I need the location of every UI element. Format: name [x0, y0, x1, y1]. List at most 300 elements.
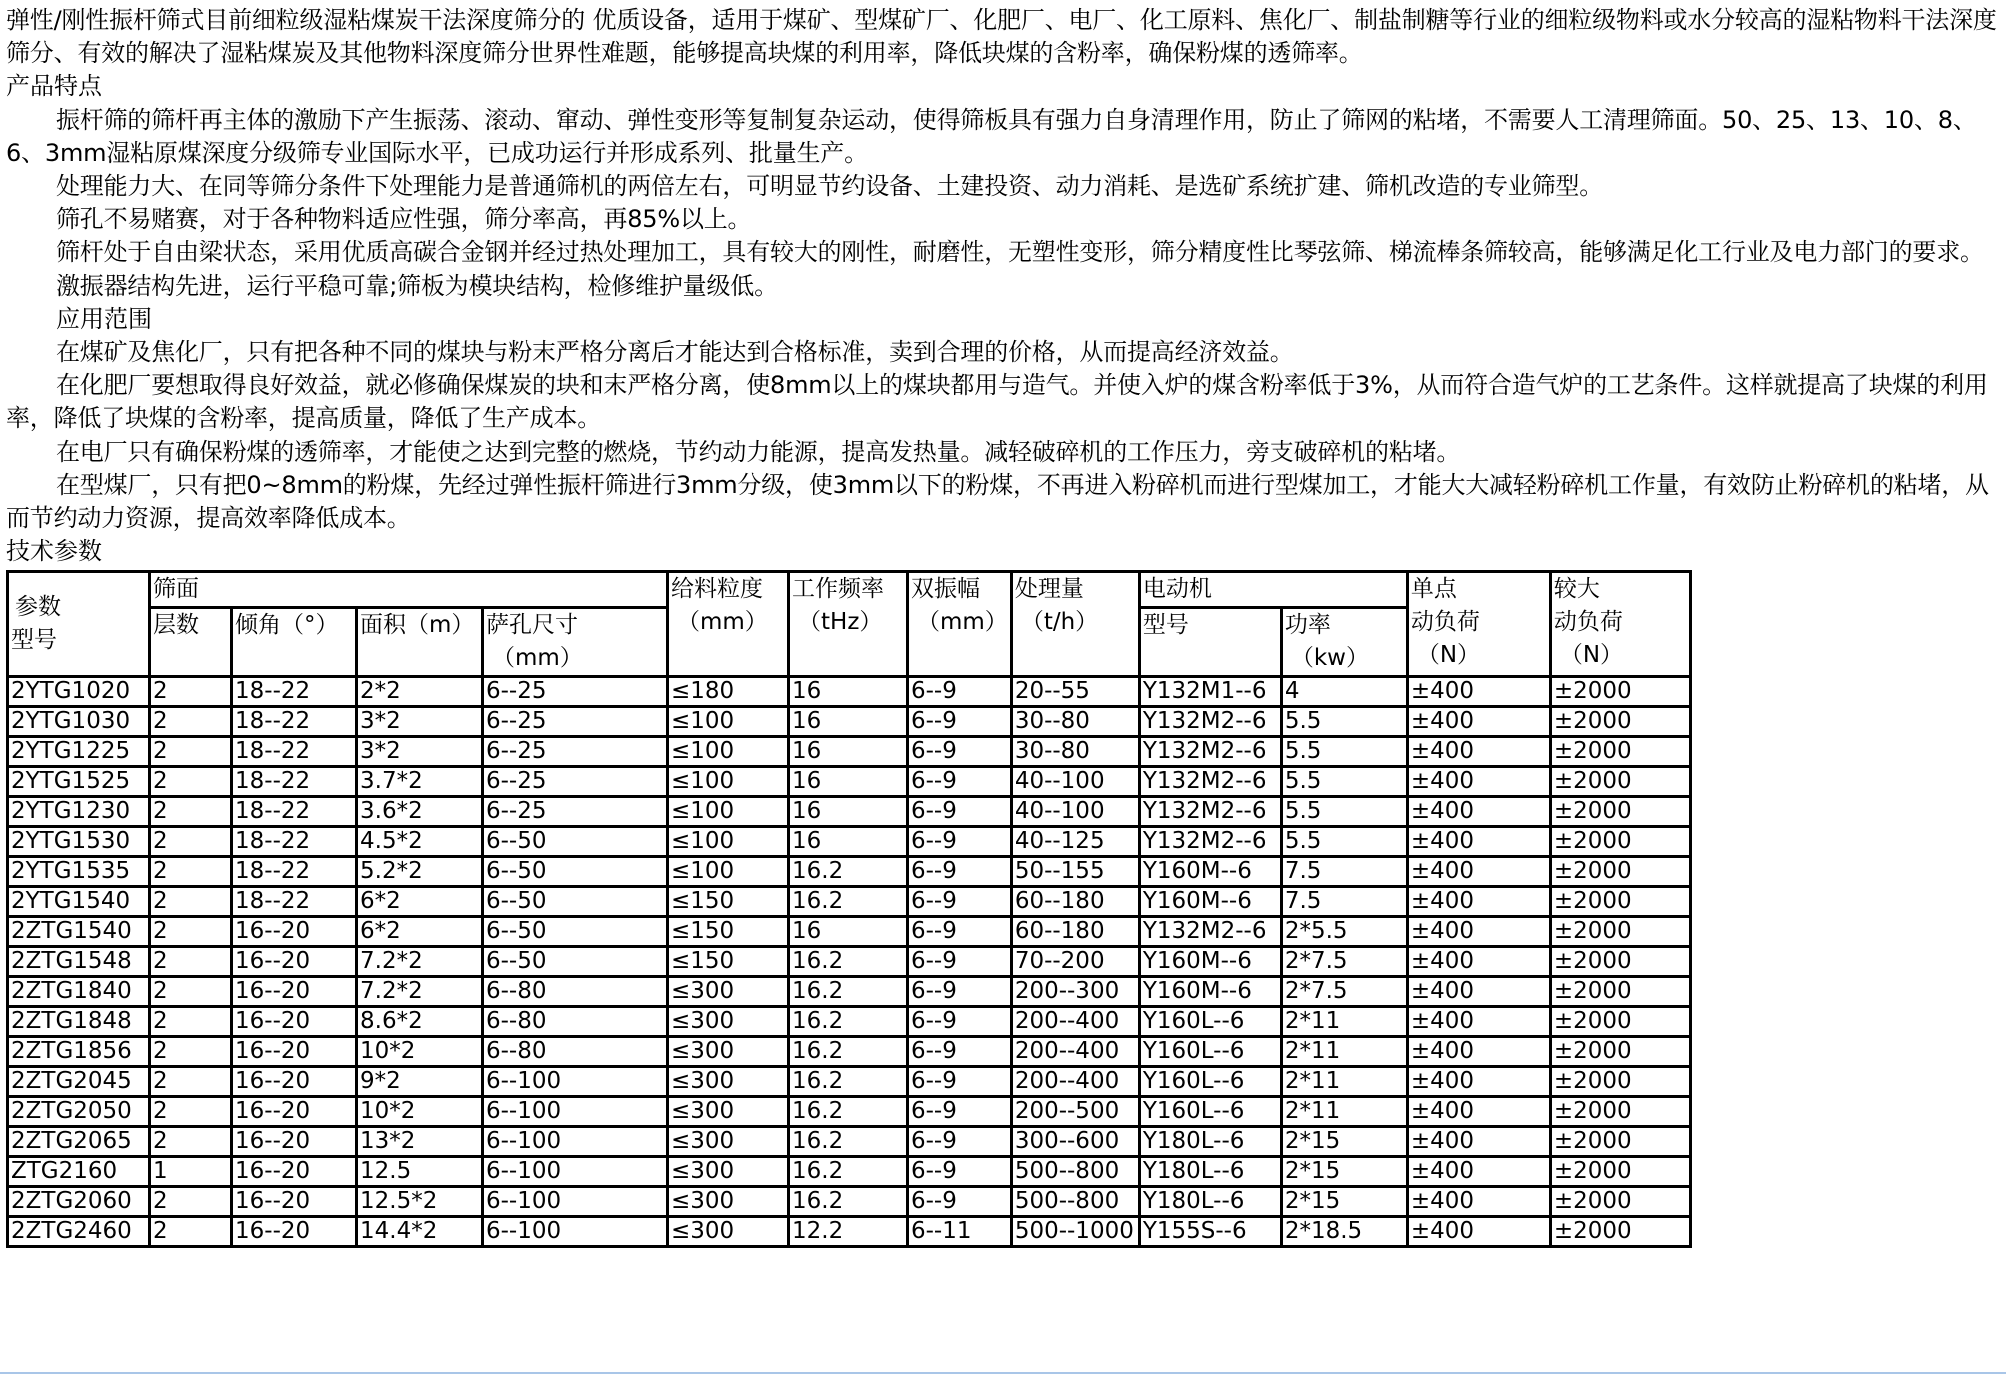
spec-table: [6, 570, 1692, 1248]
table-row: [8, 1187, 1691, 1217]
cell-capacity: 70--200: [1011, 947, 1139, 977]
cell-angle: 18--22: [232, 797, 357, 827]
cell-capacity: 200--500: [1011, 1097, 1139, 1127]
cell-angle: 18--22: [232, 827, 357, 857]
header-single-load: 单点 动负荷 （N）: [1407, 572, 1550, 677]
cell-frequency: 16: [789, 737, 908, 767]
cell-angle: 16--20: [232, 1127, 357, 1157]
feature-paragraph: 激振器结构先进，运行平稳可靠;筛板为模块结构，检修维护量级低。: [56, 271, 778, 300]
cell-power: 2*15: [1281, 1157, 1407, 1187]
cell-layers: 2: [150, 677, 232, 707]
cell-frequency: 16: [789, 707, 908, 737]
cell-feed-size: ≤300: [668, 1037, 789, 1067]
cell-feed-size: ≤100: [668, 857, 789, 887]
cell-area: 9*2: [357, 1067, 483, 1097]
cell-frequency: 16.2: [789, 1067, 908, 1097]
cell-angle: 18--22: [232, 677, 357, 707]
cell-max-load: ±2000: [1550, 737, 1690, 767]
cell-layers: 2: [150, 707, 232, 737]
cell-model: 2ZTG1856: [8, 1037, 150, 1067]
cell-motor-model: Y160L--6: [1139, 1067, 1281, 1097]
cell-power: 4: [1281, 677, 1407, 707]
cell-model: ZTG2160: [8, 1157, 150, 1187]
cell-angle: 18--22: [232, 857, 357, 887]
cell-layers: 2: [150, 737, 232, 767]
intro-paragraph: 弹性/刚性振杆筛式目前细粒级湿粘煤炭干法深度筛分的 优质设备，适用于煤矿、型煤矿厂、化肥厂、电厂、化工原料、焦化厂、制盐制糖等行业的细粒级物料或水分较高的湿粘物料干法深度筛分、有效的解决了湿粘煤炭及其他物料深度筛分世界性难题，能够提高块煤的利用率，降低块煤的含粉率，确保粉煤的透筛率。: [6, 6, 1997, 68]
cell-feed-size: ≤300: [668, 1187, 789, 1217]
cell-hole-size: 6--80: [483, 1037, 668, 1067]
table-row: [8, 947, 1691, 977]
cell-model: 2ZTG1848: [8, 1007, 150, 1037]
cell-max-load: ±2000: [1550, 1007, 1690, 1037]
cell-model: 2YTG1020: [8, 677, 150, 707]
cell-motor-model: Y180L--6: [1139, 1127, 1281, 1157]
cell-hole-size: 6--25: [483, 707, 668, 737]
cell-motor-model: Y132M2--6: [1139, 707, 1281, 737]
cell-hole-size: 6--50: [483, 917, 668, 947]
cell-amplitude: 6--11: [908, 1217, 1012, 1247]
cell-max-load: ±2000: [1550, 677, 1690, 707]
cell-model: 2ZTG2050: [8, 1097, 150, 1127]
cell-frequency: 16: [789, 677, 908, 707]
header-amplitude: 双振幅 （mm）: [908, 572, 1012, 677]
cell-frequency: 16: [789, 797, 908, 827]
cell-area: 3*2: [357, 737, 483, 767]
cell-model: 2YTG1225: [8, 737, 150, 767]
cell-hole-size: 6--50: [483, 887, 668, 917]
cell-feed-size: ≤300: [668, 1097, 789, 1127]
table-row: [8, 677, 1691, 707]
cell-max-load: ±2000: [1550, 1187, 1690, 1217]
cell-model: 2ZTG2060: [8, 1187, 150, 1217]
cell-power: 2*7.5: [1281, 977, 1407, 1007]
cell-power: 5.5: [1281, 707, 1407, 737]
cell-angle: 16--20: [232, 977, 357, 1007]
header-screen-group: 筛面: [150, 572, 668, 608]
table-row: [8, 1037, 1691, 1067]
cell-feed-size: ≤100: [668, 737, 789, 767]
cell-motor-model: Y132M2--6: [1139, 737, 1281, 767]
cell-area: 14.4*2: [357, 1217, 483, 1247]
cell-max-load: ±2000: [1550, 767, 1690, 797]
cell-motor-model: Y155S--6: [1139, 1217, 1281, 1247]
table-row: [8, 707, 1691, 737]
cell-angle: 16--20: [232, 1217, 357, 1247]
cell-single-load: ±400: [1407, 797, 1550, 827]
header-area: 面积（m）: [357, 608, 483, 677]
cell-amplitude: 6--9: [908, 1187, 1012, 1217]
header-hole-size: 萨孔尺寸 （mm）: [483, 608, 668, 677]
cell-single-load: ±400: [1407, 887, 1550, 917]
cell-area: 6*2: [357, 887, 483, 917]
header-angle: 倾角（°）: [232, 608, 357, 677]
bottom-divider: [0, 1372, 2006, 1374]
cell-power: 5.5: [1281, 797, 1407, 827]
cell-feed-size: ≤100: [668, 767, 789, 797]
header-capacity: 处理量 （t/h）: [1011, 572, 1139, 677]
cell-capacity: 200--400: [1011, 1007, 1139, 1037]
cell-model: 2YTG1535: [8, 857, 150, 887]
cell-model: 2ZTG1840: [8, 977, 150, 1007]
feature-paragraph: 处理能力大、在同等筛分条件下处理能力是普通筛机的两倍左右，可明显节约设备、土建投资、动力消耗、是选矿系统扩建、筛机改造的专业筛型。: [56, 172, 1603, 201]
cell-max-load: ±2000: [1550, 1097, 1690, 1127]
cell-power: 7.5: [1281, 857, 1407, 887]
cell-single-load: ±400: [1407, 1067, 1550, 1097]
table-row: [8, 1007, 1691, 1037]
cell-model: 2YTG1540: [8, 887, 150, 917]
cell-amplitude: 6--9: [908, 1067, 1012, 1097]
cell-power: 2*18.5: [1281, 1217, 1407, 1247]
cell-area: 3.6*2: [357, 797, 483, 827]
cell-layers: 2: [150, 1127, 232, 1157]
application-paragraph: 在型煤厂，只有把0~8mm的粉煤，先经过弹性振杆筛进行3mm分级，使3mm以下的粉煤，不再进入粉碎机而进行型煤加工，才能大大减轻粉碎机工作量，有效防止粉碎机的粘堵，从而节约动力资源，提高效率降低成本。: [6, 470, 1989, 533]
cell-hole-size: 6--50: [483, 857, 668, 887]
cell-layers: 2: [150, 1007, 232, 1037]
cell-hole-size: 6--100: [483, 1187, 668, 1217]
cell-feed-size: ≤100: [668, 797, 789, 827]
cell-area: 2*2: [357, 677, 483, 707]
cell-single-load: ±400: [1407, 1217, 1550, 1247]
cell-capacity: 500--800: [1011, 1187, 1139, 1217]
header-param-label: 参数: [15, 594, 61, 621]
cell-angle: 16--20: [232, 917, 357, 947]
header-max-load: 较大 动负荷 （N）: [1550, 572, 1690, 677]
header-model-label: 型号: [11, 627, 57, 654]
cell-single-load: ±400: [1407, 827, 1550, 857]
cell-max-load: ±2000: [1550, 887, 1690, 917]
cell-capacity: 40--100: [1011, 767, 1139, 797]
cell-model: 2ZTG2045: [8, 1067, 150, 1097]
cell-single-load: ±400: [1407, 707, 1550, 737]
cell-amplitude: 6--9: [908, 857, 1012, 887]
cell-feed-size: ≤300: [668, 1007, 789, 1037]
cell-capacity: 40--125: [1011, 827, 1139, 857]
cell-area: 7.2*2: [357, 977, 483, 1007]
cell-single-load: ±400: [1407, 1097, 1550, 1127]
cell-amplitude: 6--9: [908, 827, 1012, 857]
cell-feed-size: ≤100: [668, 707, 789, 737]
cell-layers: 2: [150, 887, 232, 917]
header-motor-model: 型号: [1139, 608, 1281, 677]
cell-amplitude: 6--9: [908, 767, 1012, 797]
cell-layers: 1: [150, 1157, 232, 1187]
cell-capacity: 60--180: [1011, 917, 1139, 947]
cell-area: 12.5*2: [357, 1187, 483, 1217]
cell-layers: 2: [150, 977, 232, 1007]
cell-angle: 16--20: [232, 1097, 357, 1127]
cell-single-load: ±400: [1407, 1007, 1550, 1037]
cell-area: 10*2: [357, 1037, 483, 1067]
cell-frequency: 12.2: [789, 1217, 908, 1247]
cell-hole-size: 6--25: [483, 677, 668, 707]
cell-max-load: ±2000: [1550, 1037, 1690, 1067]
cell-feed-size: ≤100: [668, 827, 789, 857]
cell-hole-size: 6--50: [483, 827, 668, 857]
cell-amplitude: 6--9: [908, 977, 1012, 1007]
cell-motor-model: Y160L--6: [1139, 1007, 1281, 1037]
table-row: [8, 827, 1691, 857]
cell-angle: 16--20: [232, 947, 357, 977]
cell-model: 2YTG1525: [8, 767, 150, 797]
cell-power: 2*11: [1281, 1097, 1407, 1127]
cell-frequency: 16: [789, 767, 908, 797]
cell-capacity: 30--80: [1011, 707, 1139, 737]
header-power: 功率 （kw）: [1281, 608, 1407, 677]
header-motor-group: 电动机: [1139, 572, 1407, 608]
cell-feed-size: ≤300: [668, 977, 789, 1007]
cell-layers: 2: [150, 1187, 232, 1217]
cell-single-load: ±400: [1407, 917, 1550, 947]
cell-power: 7.5: [1281, 887, 1407, 917]
cell-area: 8.6*2: [357, 1007, 483, 1037]
cell-frequency: 16.2: [789, 977, 908, 1007]
table-row: [8, 1157, 1691, 1187]
header-feed-size: 给料粒度 （mm）: [668, 572, 789, 677]
cell-frequency: 16.2: [789, 947, 908, 977]
table-row: [8, 1097, 1691, 1127]
cell-capacity: 200--300: [1011, 977, 1139, 1007]
cell-model: 2YTG1030: [8, 707, 150, 737]
cell-motor-model: Y132M2--6: [1139, 827, 1281, 857]
cell-hole-size: 6--50: [483, 947, 668, 977]
cell-amplitude: 6--9: [908, 677, 1012, 707]
cell-layers: 2: [150, 767, 232, 797]
cell-hole-size: 6--25: [483, 767, 668, 797]
cell-amplitude: 6--9: [908, 1007, 1012, 1037]
cell-power: 2*11: [1281, 1007, 1407, 1037]
cell-frequency: 16.2: [789, 1127, 908, 1157]
cell-amplitude: 6--9: [908, 797, 1012, 827]
cell-amplitude: 6--9: [908, 1097, 1012, 1127]
cell-frequency: 16.2: [789, 887, 908, 917]
header-frequency: 工作频率 （tHz）: [789, 572, 908, 677]
cell-angle: 16--20: [232, 1157, 357, 1187]
cell-max-load: ±2000: [1550, 977, 1690, 1007]
cell-capacity: 500--1000: [1011, 1217, 1139, 1247]
tech-params-heading: 技术参数: [6, 537, 102, 566]
table-row: [8, 887, 1691, 917]
cell-layers: 2: [150, 857, 232, 887]
header-layers: 层数: [150, 608, 232, 677]
cell-model: 2ZTG2460: [8, 1217, 150, 1247]
cell-model: 2YTG1530: [8, 827, 150, 857]
cell-capacity: 40--100: [1011, 797, 1139, 827]
cell-amplitude: 6--9: [908, 1037, 1012, 1067]
cell-motor-model: Y132M2--6: [1139, 797, 1281, 827]
cell-motor-model: Y132M1--6: [1139, 677, 1281, 707]
cell-power: 5.5: [1281, 737, 1407, 767]
cell-angle: 16--20: [232, 1007, 357, 1037]
cell-single-load: ±400: [1407, 947, 1550, 977]
cell-amplitude: 6--9: [908, 707, 1012, 737]
cell-layers: 2: [150, 1217, 232, 1247]
application-paragraph: 在化肥厂要想取得良好效益，就必修确保煤炭的块和末严格分离，使8mm以上的煤块都用与造气。并使入炉的煤含粉率低于3%，从而符合造气炉的工艺条件。这样就提高了块煤的利用率，降低了块煤的含粉率，提高质量，降低了生产成本。: [6, 371, 1988, 433]
application-paragraph: 在电厂只有确保粉煤的透筛率，才能使之达到完整的燃烧，节约动力能源，提高发热量。减轻破碎机的工作压力，旁支破碎机的粘堵。: [56, 437, 1461, 466]
cell-power: 2*15: [1281, 1127, 1407, 1157]
cell-hole-size: 6--25: [483, 737, 668, 767]
cell-model: 2ZTG1540: [8, 917, 150, 947]
cell-single-load: ±400: [1407, 1187, 1550, 1217]
cell-amplitude: 6--9: [908, 887, 1012, 917]
cell-angle: 18--22: [232, 737, 357, 767]
cell-power: 2*11: [1281, 1037, 1407, 1067]
cell-single-load: ±400: [1407, 1157, 1550, 1187]
table-row: [8, 977, 1691, 1007]
cell-amplitude: 6--9: [908, 1127, 1012, 1157]
cell-amplitude: 6--9: [908, 947, 1012, 977]
cell-frequency: 16: [789, 917, 908, 947]
cell-frequency: 16.2: [789, 1157, 908, 1187]
cell-amplitude: 6--9: [908, 737, 1012, 767]
cell-max-load: ±2000: [1550, 827, 1690, 857]
cell-max-load: ±2000: [1550, 1217, 1690, 1247]
cell-hole-size: 6--100: [483, 1127, 668, 1157]
cell-capacity: 60--180: [1011, 887, 1139, 917]
header-param-model: [8, 572, 150, 677]
cell-hole-size: 6--80: [483, 1007, 668, 1037]
cell-angle: 18--22: [232, 887, 357, 917]
cell-layers: 2: [150, 1037, 232, 1067]
feature-paragraph: 筛孔不易赌赛，对于各种物料适应性强，筛分率高，再85%以上。: [56, 205, 752, 234]
cell-angle: 16--20: [232, 1037, 357, 1067]
cell-single-load: ±400: [1407, 737, 1550, 767]
cell-layers: 2: [150, 1097, 232, 1127]
cell-motor-model: Y132M2--6: [1139, 767, 1281, 797]
cell-hole-size: 6--100: [483, 1157, 668, 1187]
cell-feed-size: ≤150: [668, 917, 789, 947]
table-row: [8, 797, 1691, 827]
cell-power: 5.5: [1281, 827, 1407, 857]
cell-hole-size: 6--25: [483, 797, 668, 827]
cell-power: 2*5.5: [1281, 917, 1407, 947]
cell-capacity: 20--55: [1011, 677, 1139, 707]
cell-single-load: ±400: [1407, 977, 1550, 1007]
cell-motor-model: Y160M--6: [1139, 887, 1281, 917]
cell-layers: 2: [150, 827, 232, 857]
cell-max-load: ±2000: [1550, 797, 1690, 827]
cell-max-load: ±2000: [1550, 1127, 1690, 1157]
application-heading: 应用范围: [56, 304, 152, 333]
feature-paragraph: 筛杆处于自由梁状态，采用优质高碳合金钢并经过热处理加工，具有较大的刚性，耐磨性，无塑性变形，筛分精度性比琴弦筛、梯流棒条筛较高，能够满足化工行业及电力部门的要求。: [56, 238, 1984, 267]
cell-frequency: 16.2: [789, 1007, 908, 1037]
cell-feed-size: ≤300: [668, 1217, 789, 1247]
cell-single-load: ±400: [1407, 1037, 1550, 1067]
cell-area: 6*2: [357, 917, 483, 947]
table-row: [8, 1067, 1691, 1097]
cell-area: 12.5: [357, 1157, 483, 1187]
cell-angle: 18--22: [232, 767, 357, 797]
cell-motor-model: Y160M--6: [1139, 977, 1281, 1007]
cell-power: 2*11: [1281, 1067, 1407, 1097]
cell-frequency: 16.2: [789, 1187, 908, 1217]
cell-feed-size: ≤300: [668, 1067, 789, 1097]
cell-max-load: ±2000: [1550, 947, 1690, 977]
cell-feed-size: ≤300: [668, 1157, 789, 1187]
cell-motor-model: Y132M2--6: [1139, 917, 1281, 947]
cell-power: 2*15: [1281, 1187, 1407, 1217]
cell-model: 2YTG1230: [8, 797, 150, 827]
cell-model: 2ZTG1548: [8, 947, 150, 977]
cell-feed-size: ≤180: [668, 677, 789, 707]
cell-layers: 2: [150, 797, 232, 827]
cell-capacity: 500--800: [1011, 1157, 1139, 1187]
application-paragraph: 在煤矿及焦化厂，只有把各种不同的煤块与粉末严格分离后才能达到合格标准，卖到合理的价格，从而提高经济效益。: [56, 338, 1294, 367]
cell-angle: 16--20: [232, 1067, 357, 1097]
cell-capacity: 50--155: [1011, 857, 1139, 887]
cell-feed-size: ≤150: [668, 887, 789, 917]
table-row: [8, 917, 1691, 947]
cell-area: 10*2: [357, 1097, 483, 1127]
spec-table-header: [8, 572, 1691, 677]
cell-single-load: ±400: [1407, 1127, 1550, 1157]
cell-layers: 2: [150, 947, 232, 977]
cell-amplitude: 6--9: [908, 917, 1012, 947]
cell-single-load: ±400: [1407, 767, 1550, 797]
cell-max-load: ±2000: [1550, 857, 1690, 887]
cell-area: 13*2: [357, 1127, 483, 1157]
cell-model: 2ZTG2065: [8, 1127, 150, 1157]
cell-layers: 2: [150, 917, 232, 947]
cell-single-load: ±400: [1407, 677, 1550, 707]
cell-max-load: ±2000: [1550, 1157, 1690, 1187]
cell-layers: 2: [150, 1067, 232, 1097]
cell-frequency: 16: [789, 827, 908, 857]
cell-angle: 18--22: [232, 707, 357, 737]
cell-area: 4.5*2: [357, 827, 483, 857]
table-row: [8, 737, 1691, 767]
cell-motor-model: Y160L--6: [1139, 1097, 1281, 1127]
cell-angle: 16--20: [232, 1187, 357, 1217]
cell-motor-model: Y180L--6: [1139, 1187, 1281, 1217]
cell-max-load: ±2000: [1550, 917, 1690, 947]
cell-area: 5.2*2: [357, 857, 483, 887]
cell-max-load: ±2000: [1550, 707, 1690, 737]
cell-amplitude: 6--9: [908, 1157, 1012, 1187]
cell-hole-size: 6--100: [483, 1097, 668, 1127]
document-body: [6, 4, 2000, 1248]
cell-capacity: 300--600: [1011, 1127, 1139, 1157]
cell-motor-model: Y160M--6: [1139, 857, 1281, 887]
cell-motor-model: Y160L--6: [1139, 1037, 1281, 1067]
cell-power: 5.5: [1281, 767, 1407, 797]
table-row: [8, 767, 1691, 797]
cell-capacity: 200--400: [1011, 1037, 1139, 1067]
table-row: [8, 1217, 1691, 1247]
cell-feed-size: ≤300: [668, 1127, 789, 1157]
feature-paragraph: 振杆筛的筛杆再主体的激励下产生振荡、滚动、窜动、弹性变形等复制复杂运动，使得筛板具有强力自身清理作用，防止了筛网的粘堵，不需要人工清理筛面。50、25、13、10、8、6、3mm湿粘原煤深度分级筛专业国际水平，已成功运行并形成系列、批量生产。: [6, 105, 1977, 167]
cell-capacity: 200--400: [1011, 1067, 1139, 1097]
cell-hole-size: 6--80: [483, 977, 668, 1007]
cell-area: 3.7*2: [357, 767, 483, 797]
cell-area: 7.2*2: [357, 947, 483, 977]
cell-frequency: 16.2: [789, 857, 908, 887]
cell-feed-size: ≤150: [668, 947, 789, 977]
features-heading: 产品特点: [6, 72, 102, 101]
table-row: [8, 857, 1691, 887]
cell-power: 2*7.5: [1281, 947, 1407, 977]
cell-max-load: ±2000: [1550, 1067, 1690, 1097]
cell-hole-size: 6--100: [483, 1067, 668, 1097]
cell-area: 3*2: [357, 707, 483, 737]
cell-motor-model: Y180L--6: [1139, 1157, 1281, 1187]
cell-single-load: ±400: [1407, 857, 1550, 887]
cell-hole-size: 6--100: [483, 1217, 668, 1247]
table-row: [8, 1127, 1691, 1157]
spec-table-body: [8, 677, 1691, 1247]
cell-frequency: 16.2: [789, 1097, 908, 1127]
cell-frequency: 16.2: [789, 1037, 908, 1067]
cell-motor-model: Y160M--6: [1139, 947, 1281, 977]
